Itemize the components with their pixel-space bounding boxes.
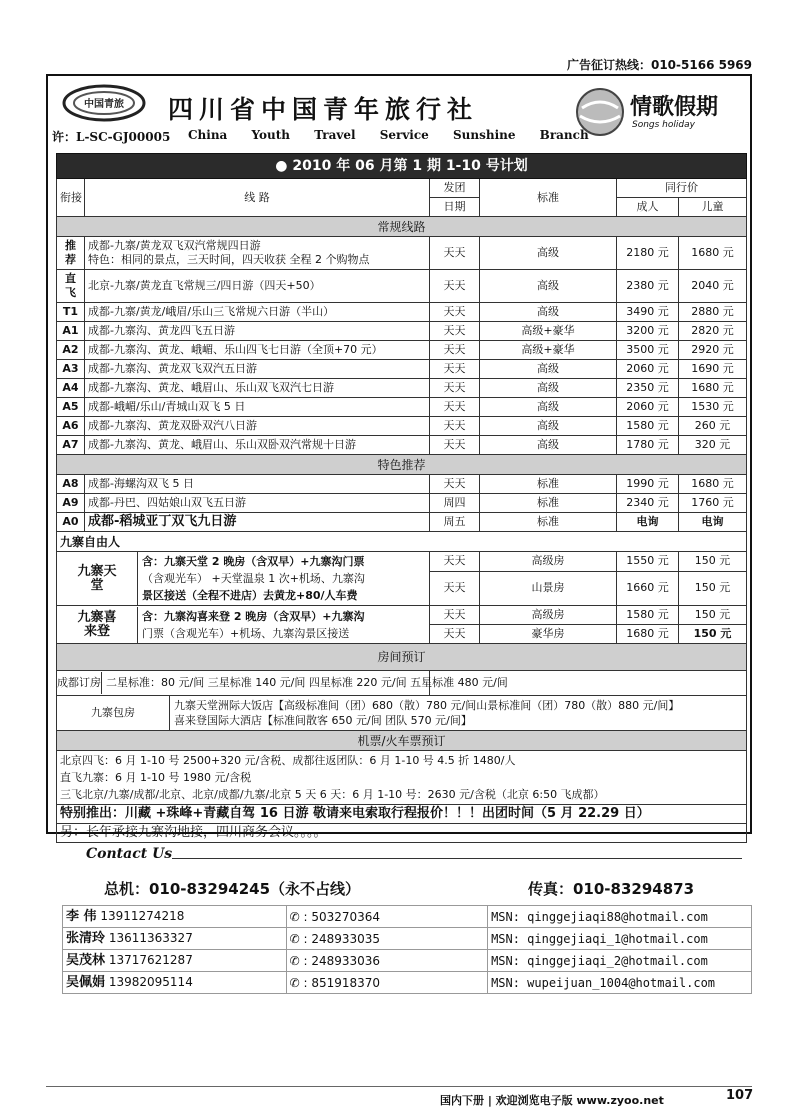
row-route (85, 237, 430, 270)
contact-person (63, 950, 287, 972)
row-child: 1680 元 (679, 475, 747, 494)
row-route: 成都-九寨沟、黄龙双飞双汽五日游 (85, 360, 430, 379)
row-child: 260 元 (679, 417, 747, 436)
room-chengdu-label: 成都订房 (57, 676, 101, 689)
row-standard: 标准 (480, 475, 617, 494)
qq-icon: ✆ (289, 975, 300, 990)
row-date: 天天 (430, 398, 480, 417)
row-standard: 标准 (480, 494, 617, 513)
table-row (57, 513, 747, 532)
contact-person (63, 972, 287, 994)
contact-phone: 13982095114 (108, 975, 193, 989)
table-row (57, 671, 747, 696)
table-row (57, 606, 747, 625)
row-date: 天天 (430, 606, 480, 625)
row-date: 天天 (430, 237, 480, 270)
row-child: 150 元 (679, 625, 747, 644)
row-date: 天天 (430, 571, 480, 605)
row-adult: 1660 元 (617, 571, 679, 605)
section-free: 九寨自由人 (57, 532, 747, 552)
row-route: 成都-九寨沟、黄龙、峨嵋、乐山四飞七日游（全顶+70 元） (85, 341, 430, 360)
col-standard: 标准 (480, 179, 617, 217)
itinerary-table (56, 153, 746, 843)
qq-icon: ✆ (289, 909, 300, 924)
contact-person (63, 906, 287, 928)
section-ticket: 机票/火车票预订 (57, 731, 747, 751)
row-child: 1680 元 (679, 237, 747, 270)
row-date: 周五 (430, 513, 480, 532)
room-chengdu-text: 二星标准：80 元/间 三星标准 140 元/间 四星标准 220 元/间 五星标准 480 元/间 (101, 672, 512, 694)
row-adult: 2340 元 (617, 494, 679, 513)
row-date: 周四 (430, 494, 480, 513)
row-adult: 2180 元 (617, 237, 679, 270)
contact-title: Contact Us (86, 846, 173, 862)
row-code: A8 (57, 475, 85, 494)
contact-msn: MSN: qinggejiaqi88@hotmail.com (488, 906, 752, 928)
contact-qq-cell: ✆ : 503270364 (286, 906, 487, 928)
row-standard: 高级房 (480, 552, 617, 572)
switchboard-number: 总机：010-83294245（永不占线） (104, 880, 361, 898)
contact-qq-cell: ✆ : 248933036 (286, 950, 487, 972)
contact-person (63, 928, 287, 950)
contact-msn: MSN: wupeijuan_1004@hotmail.com (488, 972, 752, 994)
table-row (57, 552, 747, 572)
brand-block (574, 80, 744, 140)
row-standard: 高级 (480, 398, 617, 417)
room-jiuzhai-label: 九寨包房 (91, 706, 135, 719)
xilaideng-package (57, 606, 430, 644)
room-jiuzhai-text-1: 九寨天堂洲际大饭店【高级标准间（团）680（散）780 元/间山景标准间（团）780（散）880 元/间】 (174, 699, 680, 712)
row-adult: 1990 元 (617, 475, 679, 494)
col-code: 衔接 (57, 179, 85, 217)
row-standard: 高级 (480, 303, 617, 322)
ticket-info (57, 751, 747, 805)
route-line-2: 特色：相同的景点，三天时间，四天收获 全程 2 个购物点 (88, 253, 370, 266)
table-row (57, 360, 747, 379)
col-price: 同行价 (617, 179, 747, 198)
row-date: 天天 (430, 360, 480, 379)
row-standard: 高级房 (480, 606, 617, 625)
row-date: 天天 (430, 341, 480, 360)
tiantang-desc-1: 含：九寨天堂 2 晚房（含双早）+九寨沟门票 (142, 555, 365, 568)
row-date: 天天 (430, 322, 480, 341)
row-route: 成都-九寨沟、黄龙四飞五日游 (85, 322, 430, 341)
row-adult: 电询 (617, 513, 679, 532)
row-child: 320 元 (679, 436, 747, 455)
table-row (57, 696, 747, 731)
note: 另：长年承接九寨沟地接，四川商务会议。。。。 (57, 824, 747, 843)
row-route: 成都-九寨沟、黄龙、峨眉山、乐山双飞双汽七日游 (85, 379, 430, 398)
company-name: 四川省中国青年旅行社 (168, 95, 479, 124)
row-adult: 3500 元 (617, 341, 679, 360)
contact-row (63, 906, 752, 928)
row-date: 天天 (430, 436, 480, 455)
row-child: 150 元 (679, 571, 747, 605)
contact-qq-cell: ✆ : 248933035 (286, 928, 487, 950)
row-child: 1760 元 (679, 494, 747, 513)
contact-name: 李 伟 (66, 909, 97, 924)
footer-text: 国内下册 | 欢迎浏览电子版 www.zyoo.net (440, 1094, 664, 1107)
row-route: 成都-峨嵋/乐山/青城山双飞 5 日 (85, 398, 430, 417)
room-jiuzhai (57, 696, 747, 731)
brand-name: 情歌假期 (630, 95, 719, 120)
qq-icon: ✆ (289, 931, 300, 946)
row-adult: 1780 元 (617, 436, 679, 455)
row-standard: 山景房 (480, 571, 617, 605)
route-line-1: 北京-九寨/黄龙直飞常规三/四日游（四天+50） (88, 279, 321, 292)
row-route (85, 270, 430, 303)
tiantang-desc-3: 景区接送（全程不进店）去黄龙+80/人车费 (142, 589, 358, 602)
contact-qq: 248933036 (311, 953, 381, 968)
license-number: 许：L-SC-GJ00005 (52, 130, 171, 144)
col-adult: 成人 (617, 198, 679, 217)
row-child: 2920 元 (679, 341, 747, 360)
row-code: 直飞 (57, 270, 85, 303)
row-child: 2820 元 (679, 322, 747, 341)
col-route: 线 路 (85, 179, 430, 217)
contact-name: 吴佩娟 (66, 975, 106, 990)
table-row (57, 303, 747, 322)
contact-phone: 13911274218 (100, 909, 185, 923)
row-child: 2040 元 (679, 270, 747, 303)
ticket-line-1: 北京四飞：6 月 1-10 号 2500+320 元/含税、成都往返团队：6 月 1-10 号 4.5 折 1480/人 (60, 754, 516, 767)
table-row (57, 270, 747, 303)
row-code: A7 (57, 436, 85, 455)
row-child: 1690 元 (679, 360, 747, 379)
row-code: A5 (57, 398, 85, 417)
contact-qq: 248933035 (311, 931, 381, 946)
route-line-1: 成都-九寨/黄龙双飞双汽常规四日游 (88, 239, 261, 252)
row-adult: 1550 元 (617, 552, 679, 572)
row-standard: 高级 (480, 417, 617, 436)
col-date-1: 发团 (430, 179, 480, 198)
contact-divider (172, 858, 742, 859)
row-adult: 1580 元 (617, 417, 679, 436)
contact-phone: 13717621287 (108, 953, 193, 967)
row-adult: 1580 元 (617, 606, 679, 625)
row-route: 成都-九寨沟、黄龙双卧双汽八日游 (85, 417, 430, 436)
row-route: 成都-丹巴、四姑娘山双飞五日游 (85, 494, 430, 513)
row-route: 成都-九寨沟、黄龙、峨眉山、乐山双卧双汽常规十日游 (85, 436, 430, 455)
row-code: A6 (57, 417, 85, 436)
xilaideng-desc-2: 门票（含观光车）+机场、九寨沟景区接送 (142, 626, 350, 640)
table-row (57, 237, 747, 270)
qq-icon: ✆ (289, 953, 300, 968)
row-standard: 高级 (480, 436, 617, 455)
room-jiuzhai-text-2: 喜来登国际大酒店【标准间散客 650 元/间 团队 570 元/间】 (174, 714, 472, 727)
col-date-2: 日期 (430, 198, 480, 217)
row-adult: 2380 元 (617, 270, 679, 303)
table-row (57, 805, 747, 824)
row-child: 150 元 (679, 606, 747, 625)
row-adult: 2060 元 (617, 398, 679, 417)
row-code: T1 (57, 303, 85, 322)
col-child: 儿童 (679, 198, 747, 217)
row-code: A1 (57, 322, 85, 341)
row-standard: 高级+豪华 (480, 341, 617, 360)
tiantang-desc-2: （含观光车） +天堂温泉 1 次+机场、九寨沟 (142, 572, 365, 585)
agency-header (48, 76, 750, 146)
row-standard: 标准 (480, 513, 617, 532)
table-row (57, 379, 747, 398)
tiantang-name: 九寨天堂 (77, 563, 117, 593)
table-row (57, 341, 747, 360)
row-child: 1530 元 (679, 398, 747, 417)
ticket-line-2: 直飞九寨：6 月 1-10 号 1980 元/含税 (60, 771, 252, 784)
tiantang-package (57, 552, 430, 606)
row-adult: 3490 元 (617, 303, 679, 322)
contact-name: 吴茂林 (66, 953, 106, 968)
row-adult: 2350 元 (617, 379, 679, 398)
row-child: 电询 (679, 513, 747, 532)
row-date: 天天 (430, 417, 480, 436)
logo-text: 中国青旅 (84, 99, 124, 110)
contact-phone: 13611363327 (108, 931, 193, 945)
row-date: 天天 (430, 475, 480, 494)
row-route: 成都-稻城亚丁双飞九日游 (85, 513, 430, 532)
footer-divider (46, 1086, 752, 1087)
row-child: 150 元 (679, 552, 747, 572)
xilaideng-name: 九寨喜来登 (77, 609, 117, 639)
row-adult: 3200 元 (617, 322, 679, 341)
row-date: 天天 (430, 625, 480, 644)
row-date: 天天 (430, 303, 480, 322)
english-name: China Youth Travel Service Sunshine Branch (188, 128, 589, 142)
row-date: 天天 (430, 552, 480, 572)
contact-table (62, 905, 746, 994)
contact-qq-cell: ✆ : 851918370 (286, 972, 487, 994)
row-standard: 高级 (480, 270, 617, 303)
section-special: 特色推荐 (57, 455, 747, 475)
row-code: 推荐 (57, 237, 85, 270)
row-code: A9 (57, 494, 85, 513)
xilaideng-desc-1: 含：九寨沟喜来登 2 晚房（含双早）+九寨沟 (142, 609, 365, 623)
contact-qq: 503270364 (311, 909, 381, 924)
row-date: 天天 (430, 379, 480, 398)
table-row (57, 494, 747, 513)
ad-hotline: 广告征订热线：010-5166 5969 (566, 58, 752, 72)
contact-row (63, 950, 752, 972)
table-row (57, 436, 747, 455)
table-row (57, 322, 747, 341)
row-adult: 2060 元 (617, 360, 679, 379)
contact-row (63, 928, 752, 950)
contact-row (63, 972, 752, 994)
row-standard: 豪华房 (480, 625, 617, 644)
row-route: 成都-九寨/黄龙/峨眉/乐山三飞常规六日游（半山） (85, 303, 430, 322)
contact-name: 张清玲 (66, 931, 106, 946)
table-row (57, 824, 747, 843)
brand-subtitle: Songs holiday (632, 120, 695, 130)
row-code: A3 (57, 360, 85, 379)
row-route: 成都-海螺沟双飞 5 日 (85, 475, 430, 494)
plan-title: ● 2010 年 06 月第 1 期 1-10 号计划 (57, 154, 747, 179)
row-code: A4 (57, 379, 85, 398)
fax-number: 传真：010-83294873 (528, 880, 695, 898)
row-child: 2880 元 (679, 303, 747, 322)
row-standard: 高级+豪华 (480, 322, 617, 341)
contact-msn: MSN: qinggejiaqi_2@hotmail.com (488, 950, 752, 972)
row-code: A0 (57, 513, 85, 532)
section-regular: 常规线路 (57, 217, 747, 237)
room-chengdu (57, 671, 508, 696)
row-adult: 1680 元 (617, 625, 679, 644)
table-row (57, 417, 747, 436)
row-standard: 高级 (480, 237, 617, 270)
page-number: 107 (726, 1088, 754, 1103)
table-row (57, 751, 747, 805)
special-offer: 特别推出：川藏 +珠峰+青藏自驾 16 日游 敬请来电索取行程报价！！！出团时间（5 月 22.29 日） (57, 805, 747, 824)
table-row (57, 475, 747, 494)
ticket-line-3: 三飞北京/九寨/成都/北京、北京/成都/九寨/北京 5 天 6 天：6 月 1-10 号：2630 元/含税（北京 6:50 飞成都） (60, 788, 605, 801)
row-code: A2 (57, 341, 85, 360)
row-child: 1680 元 (679, 379, 747, 398)
row-standard: 高级 (480, 379, 617, 398)
row-date: 天天 (430, 270, 480, 303)
contact-qq: 851918370 (311, 975, 381, 990)
table-row (57, 398, 747, 417)
row-standard: 高级 (480, 360, 617, 379)
cyts-logo-icon (62, 84, 146, 122)
contact-msn: MSN: qinggejiaqi_1@hotmail.com (488, 928, 752, 950)
section-room: 房间预订 (57, 644, 747, 671)
